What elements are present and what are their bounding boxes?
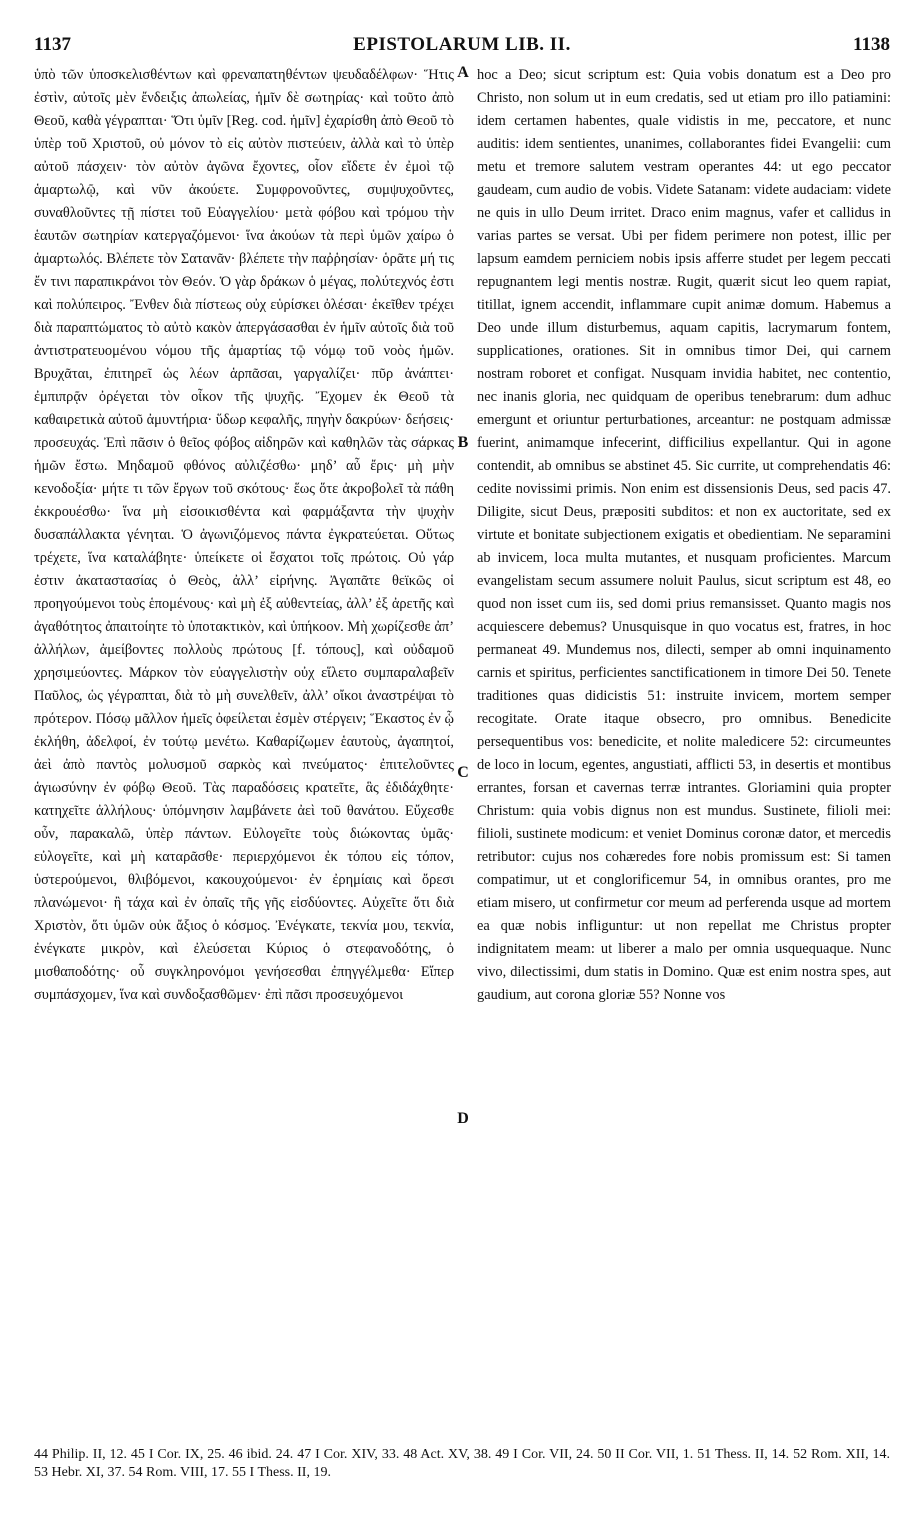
footnote-rule bbox=[34, 1440, 890, 1441]
footnotes-text: 44 Philip. II, 12. 45 I Cor. IX, 25. 46 ibid. 24. 47 I Cor. XIV, 33. 48 Act. XV, 38. 49 I Cor. VII, 24. 50 II Cor. VII, 1. 51 Thess. II, 14. 52 Rom. XII, 14. 53 Hebr. XI, 37. 54 Rom. VIII, 17. 55 I Thess. II, 19. bbox=[34, 1447, 890, 1480]
greek-text: ὑπὸ τῶν ὑποσκελισθέντων καὶ φρεναπατηθέντων ψευδαδέλφων· Ἥτις ἐστὶν, αὐτοῖς μὲν ἔνδειξις ἀπωλείας, ἡμῖν δὲ σωτηρίας· καὶ τοῦτο ἀπὸ Θεοῦ, καθὰ γέγραπται· Ὅτι ὑμῖν [Reg. cod. ἡμῖν] ἐχαρίσθη ἀπὸ Θεοῦ τὸ ὑπὲρ τοῦ Χριστοῦ, οὐ μόνον τὸ εἰς αὐτὸν πιστεύειν, ἀλλὰ καὶ τὸ ὑπὲρ αὐτοῦ πάσχειν· τὸν αὐτὸν ἀγῶνα ἔχοντες, οἷον εἴδετε ἐν ἐμοὶ τῷ ἁμαρτωλῷ, καὶ νῦν ἀκούετε. Συμφρονοῦντες, συμψυχοῦντες, συναθλοῦντες τῇ πίστει τοῦ Εὐαγγελίου· μετὰ φόβου καὶ τρόμου τὴν ἑαυτῶν σωτηρίαν κατεργαζόμενοι· ἵνα ἀκούων τὰ περὶ ὑμῶν χαίρω ὁ ἁμαρτωλός. Βλέπετε τὸν Σατανᾶν· βλέπετε τὴν παῤῥησίαν· ὁρᾶτε μή τις ἔν τινι παραπικράνοι τὸν Θεόν. Ὁ γὰρ δράκων ὁ μέγας, πολύτεχνός ἐστι καὶ πολύπειρος. Ἔνθεν διὰ πίστεως οὐχ εὑρίσκει ὀλέσαι· ἐκεῖθεν τρέχει διὰ παραπτώματος τὸ αὐτὸ κακὸν ἀπεργάσασθαι ἐν ἡμῖν αὐτοῖς διὰ τοῦ ἀντιστρατευομένου νόμου τῆς ἁμαρτίας τῷ νόμῳ τοῦ νοὸς ἡμῶν. Βρυχᾶται, ἐπιτηρεῖ ὡς λέων ἁρπᾶσαι, γαργαλίζει· πῦρ ἀνάπτει· ἐμπιπρᾷν ὀρέγεται τὸν οἶκον τῆς ψυχῆς. Ἔχομεν ἐκ Θεοῦ τὰ καθαιρετικὰ αὐτοῦ ἀμυντήρια· ὕδωρ κεφαλῆς, πηγὴν δακρύων· δεήσεις· προσευχάς. Ἐπὶ πᾶσιν ὁ θεῖος φόβος αἰδηρῶν καὶ καθηλῶν τὰς σάρκας ἡμῶν ἔστω. Μηδαμοῦ φθόνος αὐλιζέσθω· μηδ’ αὖ ἔρις· μὴ μὴν κενοδοξία· μήτε τι τῶν ἔργων τοῦ σκότους· ἕως ὅτε ἀκροβολεῖ τὰ πάθη ἐκκρουέσθω· ἵνα μὴ εἰσοικισθέντα καὶ φαρμάξαντα τὴν ψυχὴν δυσαπάλλακτα γένηται. Ὁ ἀγωνιζόμενος πάντα ἐγκρατεύεται. Οὕτως τρέχετε, ἵνα καταλάβητε· ὑπείκετε οἱ ἔσχατοι τοῖς πρώτοις. Οὐ γάρ ἐστιν ἀκαταστασίας ὁ Θεὸς, ἀλλ’ εἰρήνης. Ἀγαπᾶτε θεϊκῶς οἱ προηγούμενοι τοὺς ἑπομένους· καὶ μὴ ἐξ αὐθεντείας, ἀλλ’ ἐξ ἀρετῆς καὶ ἀγαθότητος ἀπαιτοίητε τὸ ὑποτακτικὸν, καὶ ὑπήκοον. Μὴ χωρίζεσθε ἀπ’ ἀλλήλων, ἀμείβοντες πολλοὺς πρώτους [f. τόπους], καὶ οὐδαμοῦ χρησιμεύοντες. Μάρκον τὸν εὐαγγελιστὴν οὐχ εἵλετο συμπαραλαβεῖν Παῦλος, ὡς γέγραπται, διὰ τὸ μὴ συνελθεῖν, ἀλλ’ οἴκοι ἀναστρέψαι τὸ πρότερον. Πόσῳ μᾶλλον ἡμεῖς ὀφείλεται ἐσμὲν στέργειν; Ἕκαστος ἐν ᾧ ἐκλήθη, ἀδελφοί, ἐν τούτῳ μενέτω. Καθαρίζωμεν ἑαυτοὺς, ἀγαπητοί, ἀεὶ ἀπὸ παντὸς μολυσμοῦ σαρκὸς καὶ πνεύματος· ἐπιτελοῦντες ἁγιωσύνην ἐν φόβῳ Θεοῦ. Τὰς παραδόσεις κρατεῖτε, ἃς ἐδιδάχθητε· κατηχεῖτε ἀλλήλους· ὑπόμνησιν λαμβάνετε ἀεὶ τοῦ θανάτου. Εὔχεσθε οὖν, παρακαλῶ, ὑπὲρ πάντων. Εὐλογεῖτε τοὺς διώκοντας ὑμᾶς· εὐλογεῖτε, καὶ μὴ καταρᾶσθε· περιερχόμενοι ἐκ τόπου εἰς τόπον, ὑστερούμενοι, θλιβόμενοι, κακουχούμενοι· ἐν ἐρημίαις καὶ ὄρεσι πλανώμενοι· ἢ τάχα καὶ ἐν ὀπαῖς τῆς γῆς εἰσδύοντες. Αὐχεῖτε ὅτι διὰ Χριστὸν, ὅτι ὑμῶν οὐκ ἄξιος ὁ κόσμος. Ἐνέγκατε, τεκνία μου, τεκνία, ἐνέγκατε μικρὸν, καὶ ἐλεύσεται Κύριος ὁ στεφανοδότης, ὁ μισθαποδότης· οὗ συγκληρονόμοι γενήσεσθαι ἐπηγγέλμεθα· Εἴπερ συμπάσχομεν, ἵνα καὶ συνδοξασθῶμεν· ἐπὶ πᾶσι προσευχόμενοι bbox=[34, 67, 454, 1003]
footnotes bbox=[34, 1446, 890, 1482]
running-title: EPISTOLARUM LIB. II. bbox=[353, 34, 571, 55]
page-header bbox=[34, 34, 890, 60]
margin-mark-d: D bbox=[457, 1110, 469, 1127]
margin-mark-a: A bbox=[457, 64, 469, 81]
margin-mark-c: C bbox=[457, 764, 469, 781]
page-number-right: 1138 bbox=[853, 34, 890, 55]
latin-text: hoc a Deo; sicut scriptum est: Quia vobis donatum est a Deo pro Christo, non solum ut in eum credatis, sed ut etiam pro illo patiamini: idem certamen habentes, quale vidistis in me, peccatore, et nunc auditis: idem sentientes, unanimes, collaborantes fidei Evangelii: cum metu et tremore salutem vestram operantes 44: ut ego peccator gaudeam, cum audio de vobis. Videte Satanam: videte audaciam: videte ne quis in ullo Deum irritet. Draco enim magnus, vafer et callidus in varias partes se versat. Ubi per fidem perimere non potest, illic per lapsum eamdem perniciem nobis ipsis afferre studet per legem peccati repugnantem legi mentis nostræ. Rugit, quærit sicut leo quem rapiat, titillat, ignem accendit, inflammare cupit animæ domum. Habemus a Deo unde illum disturbemus, aquam capitis, lacrymarum fontem, supplicationes, orationes. Sit in omnibus timor Dei, qui carnem nostram roboret et configat. Nusquam invidia habitet, nec contentio, nec inanis gloria, nec quidquam de operibus tenebrarum: dum adhuc emergunt et oriuntur perturbationes, arceantur: ne postquam admissæ fuerint, animamque infecerint, difficilius expellantur. Qui in agone contendit, ab omnibus se abstinet 45. Sic currite, ut comprehendatis 46: cedite novissimi primis. Non enim est dissensionis Deus, sed pacis 47. Diligite, sicut Deus, præpositi subditos: et non ex auctoritate, sed ex virtute et bonitate subjectionem exigatis et obedientiam. Ne separamini ab invicem, loca multa mutantes, et nusquam proficientes. Marcum evangelistam secum assumere noluit Paulus, sicut scriptum est 48, eo quod non isset cum iis, sed domi prius remansisset. Quanto magis nos acquiescere debemus? Unusquisque in quo vocatus est, fratres, in hoc permaneat 49. Mundemus nos, dilecti, semper ab omni inquinamento carnis et spiritus, perficientes sanctificationem in timore Dei 50. Tenete traditiones quas didicistis 51: instruite invicem, mortem semper recogitate. Orate itaque obsecro, pro omnibus. Benedicite persequentibus vos: benedicite, et nolite maledicere 52: circumeuntes de loco in locum, egentes, angustiati, afflicti 53, in desertis et montibus errantes, forsan et cavernas terræ intrantes. Gloriamini quia propter Christum: quia vobis dignus non est mundus. Sustinete, filioli mei: filioli, sustinete modicum: et veniet Dominus coronæ dator, et mercedis retributor: cujus nos cohæredes fore nobis promissum est: Si tamen compatimur, ut et conglorificemur 54, in omnibus orantes, pro me etiam misero, ut confirmetur cor meum ad perferenda usque ad mortem ea quæ nobis infliguntur: ut non repellat me Christus propter indignitatem meam: ut liberer a malo per omnia usquequaque. Nunc vivo, dilectissimi, dum statis in Domino. Quæ est enim nostra spes, aut gaudium, aut corona gloriæ 55? Nonne vos bbox=[477, 67, 891, 1003]
greek-column bbox=[34, 64, 454, 1434]
column-gutter bbox=[463, 64, 471, 1434]
margin-mark-b: B bbox=[457, 434, 469, 451]
page-number-left: 1137 bbox=[34, 34, 71, 55]
latin-column bbox=[477, 64, 891, 1434]
